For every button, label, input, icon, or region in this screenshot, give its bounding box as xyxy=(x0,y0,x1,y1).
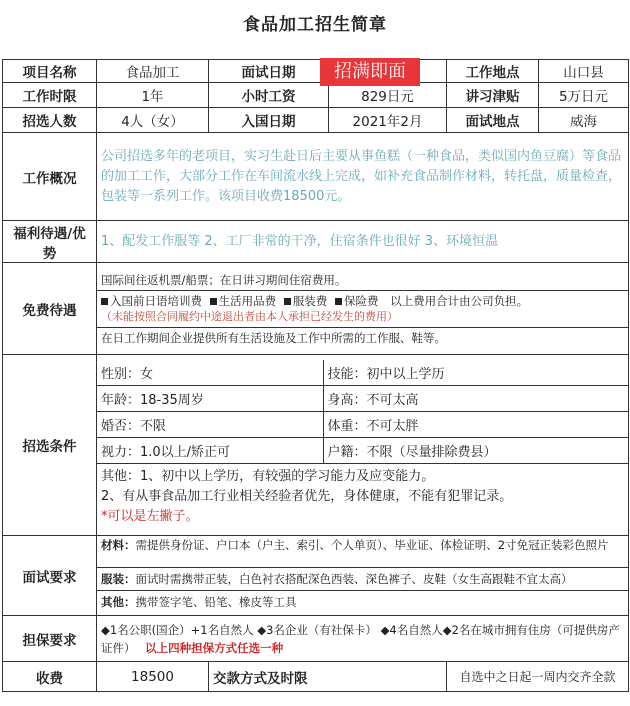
cond-vision: 视力：1.0以上/矫正可 xyxy=(97,438,323,464)
project-label: 项目名称 xyxy=(3,60,97,83)
cond-other-3: *可以是左撇子。 xyxy=(101,509,199,525)
allowance-label: 讲习津贴 xyxy=(447,83,539,108)
wage-label: 小时工资 xyxy=(209,83,329,108)
fee-value: 18500 xyxy=(97,662,209,692)
recruit-stamp: 招满即面 xyxy=(320,58,420,86)
cond-gender: 性别：女 xyxy=(97,360,323,386)
guarantee-label: 担保要求 xyxy=(3,616,97,662)
count-value: 4人（女） xyxy=(97,108,209,133)
cond-skill: 技能：初中以上学历 xyxy=(323,360,628,386)
count-label: 招选人数 xyxy=(3,108,97,133)
entry-label: 入国日期 xyxy=(209,108,329,133)
entry-value: 2021年2月 xyxy=(329,108,447,133)
location-value: 山口县 xyxy=(539,60,629,83)
free-label: 免费待遇 xyxy=(3,263,97,355)
interview-materials: 材料：需提供身份证、户口本（户主、索引、个人单页）、毕业证、体检证明、2寸免冠正装彩色照片 xyxy=(101,538,609,552)
guarantee-text: ◆1名公职(国企）+1名自然人 ◆3名企业（有社保卡） ◆4名自然人◆2名在城市拥有住房（可提供房产证件） xyxy=(101,622,620,655)
term-label: 工作时限 xyxy=(3,83,97,108)
free-item-4: 保险费 xyxy=(343,293,379,308)
fee-label: 收费 xyxy=(3,662,97,692)
free-content xyxy=(97,263,629,355)
overview-text: 公司招选多年的老项目，实习生赴日后主要从事鱼糕（一种食品，类似国内鱼豆腐）等食品的加工工作，大部分工作在车间流水线上完成，如补充食品制作材料，转托盘，质量检查，包装等一系列工作。该项目收费18500元。 xyxy=(97,133,629,221)
recruitment-table xyxy=(2,59,629,692)
interview-date-label: 面试日期 xyxy=(209,60,329,83)
pay-label: 交款方式及时限 xyxy=(209,662,447,692)
cond-other xyxy=(97,464,628,531)
allowance-value: 5万日元 xyxy=(539,83,629,108)
cond-height: 身高：不可太高 xyxy=(323,386,628,412)
project-value: 食品加工 xyxy=(97,60,209,83)
free-item-2: 生活用品费 xyxy=(218,293,277,308)
free-items-suffix: 以上费用合计由公司负担。 xyxy=(390,293,529,308)
interview-loc-value: 威海 xyxy=(539,108,629,133)
overview-label: 工作概况 xyxy=(3,133,97,221)
guarantee-emph: 以上四种担保方式任选一种 xyxy=(145,640,284,655)
interview-label: 面试要求 xyxy=(3,536,97,616)
cond-weight: 体重：不可太胖 xyxy=(323,412,628,438)
cond-marriage: 婚否：不限 xyxy=(97,412,323,438)
cond-other-1: 其他：1、初中以上学历，有较强的学习能力及应变能力。 xyxy=(101,469,435,485)
guarantee-content xyxy=(97,616,629,662)
free-item-1: 入国前日语培训费 xyxy=(110,293,202,308)
free-items xyxy=(97,290,628,325)
conditions-content xyxy=(97,355,629,536)
cond-age: 年龄：18-35周岁 xyxy=(97,386,323,412)
interview-other: 其他：携带签字笔、铅笔、橡皮等工具 xyxy=(97,590,628,613)
free-note: （未能按照合同履约中途退出者由本人承担已经发生的费用） xyxy=(101,309,398,323)
interview-content xyxy=(97,536,629,616)
welfare-text: 1、配发工作服等 2、工厂非常的干净，住宿条件也很好 3、环境恒温 xyxy=(97,221,629,263)
free-line1: 国际间往返机票/船票；在日讲习期间住宿费用。 xyxy=(101,272,347,287)
interview-clothing: 服装：面试时需携带正装，白色衬衣搭配深色西装、深色裤子、皮鞋（女生高跟鞋不宜太高） xyxy=(97,567,628,590)
free-line3: 在日工作期间企业提供所有生活设施及工作中所需的工作服、鞋等。 xyxy=(97,327,628,346)
pay-value: 自选中之日起一周内交齐全款 xyxy=(447,662,629,692)
welfare-label: 福利待遇/优势 xyxy=(3,221,97,263)
term-value: 1年 xyxy=(97,83,209,108)
cond-hukou: 户籍：不限（尽量排除费县） xyxy=(323,438,628,464)
free-item-3: 服装费 xyxy=(292,293,328,308)
page-title: 食品加工招生简章 xyxy=(243,15,387,35)
interview-loc-label: 面试地点 xyxy=(447,108,539,133)
location-label: 工作地点 xyxy=(447,60,539,83)
wage-value: 829日元 xyxy=(329,83,447,108)
conditions-label: 招选条件 xyxy=(3,355,97,536)
cond-other-2: 2、有从事食品加工行业相关经验者优先，身体健康，不能有犯罪记录。 xyxy=(101,489,513,505)
